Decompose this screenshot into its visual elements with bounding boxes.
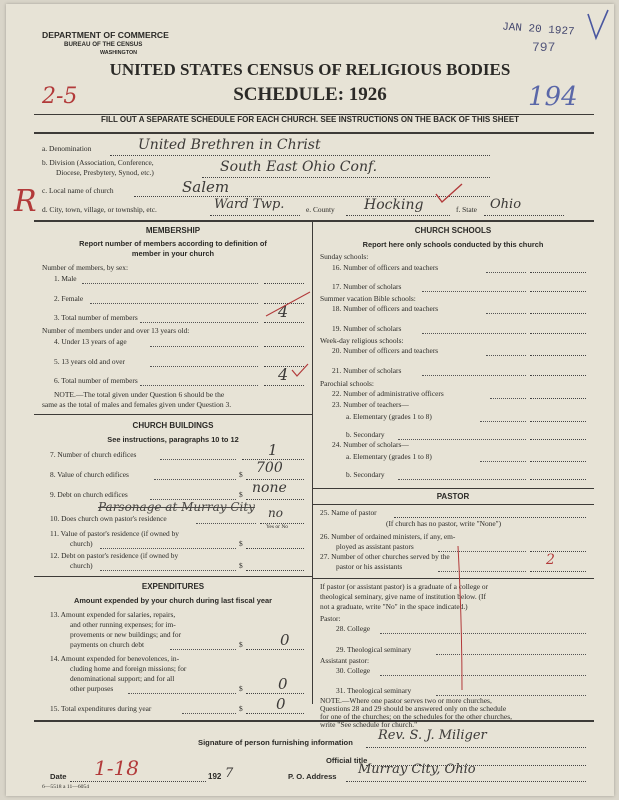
- form-number: 6—5518 a 11—6054: [42, 784, 90, 790]
- denomination-label: a. Denomination: [42, 144, 92, 153]
- red-check-icon: [434, 182, 464, 204]
- q27-label-2: pastor or his assistants: [336, 562, 403, 571]
- q30-label: 30. College: [336, 666, 371, 675]
- q24a-label: a. Elementary (grades 1 to 8): [346, 452, 432, 461]
- q10-label: 10. Does church own pastor's residence: [50, 514, 167, 523]
- q12-dollar: $: [239, 561, 243, 570]
- hand-code-left: 2-5: [42, 84, 78, 109]
- q8-dollar: $: [239, 470, 243, 479]
- q8-value: 700: [256, 460, 283, 476]
- q12-label-2: church): [70, 561, 93, 570]
- age-heading: Number of members under and over 13 years old:: [42, 326, 190, 335]
- schedule-title: SCHEDULE: 1926: [233, 84, 387, 105]
- membership-subtitle-1: Report number of members according to definition of: [79, 239, 267, 248]
- q31-label: 31. Theological seminary: [336, 686, 412, 695]
- q26-label-1: 26. Number of ordained ministers, if any, em-: [320, 532, 456, 541]
- q25-label: 25. Name of pastor: [320, 508, 377, 517]
- division-label-2: Diocese, Presbytery, Synod, etc.): [56, 168, 154, 177]
- q24b-label: b. Secondary: [346, 470, 385, 479]
- q2-female-label: 2. Female: [54, 294, 84, 303]
- q25-hint: (If church has no pastor, write "None"): [386, 519, 502, 528]
- membership-note-1: NOTE.—The total given under Question 6 should be the: [54, 390, 225, 399]
- q17-label: 17. Number of scholars: [332, 282, 402, 291]
- signature-label: Signature of person furnishing information: [198, 738, 353, 747]
- q13-dollar: $: [239, 640, 243, 649]
- q4-under13-label: 4. Under 13 years of age: [54, 337, 127, 346]
- q24-label: 24. Number of scholars—: [332, 440, 409, 449]
- county-label: e. County: [306, 205, 335, 214]
- pastor-note-4: write "See schedule for church.": [320, 720, 418, 729]
- address-label: P. O. Address: [288, 772, 337, 781]
- q12-label-1: 12. Debt on pastor's residence (if owned by: [50, 551, 179, 560]
- membership-title: MEMBERSHIP: [145, 226, 201, 235]
- q20-label: 20. Number of officers and teachers: [332, 346, 439, 355]
- received-stamp-date: JAN 20 1927: [501, 21, 575, 39]
- q7-label: 7. Number of church edifices: [50, 450, 137, 459]
- signature-value: Rev. S. J. Miliger: [378, 728, 487, 743]
- q3-total-value: 4: [278, 302, 289, 321]
- summer-heading: Summer vacation Bible schools:: [320, 294, 416, 303]
- q14-label-1: 14. Amount expended for benevolences, in-: [50, 654, 180, 663]
- q9-struck-note: Parsonage at Murray City: [98, 500, 255, 514]
- census-schedule-page: [6, 4, 614, 796]
- q23-label: 23. Number of teachers—: [332, 400, 409, 409]
- q26-label-2: ployed as assistant pastors: [336, 542, 414, 551]
- q27-value: 2: [546, 552, 555, 568]
- city-town-value: Ward Twp.: [214, 197, 285, 212]
- pastor-note-2: Questions 28 and 29 should be answered only on the schedule: [320, 704, 507, 713]
- date-value: 1-18: [94, 756, 139, 780]
- form-title: UNITED STATES CENSUS OF RELIGIOUS BODIES: [109, 60, 511, 79]
- expenditures-subtitle: Amount expended by your church during last fiscal year: [74, 596, 272, 605]
- q3-total-label: 3. Total number of members: [54, 313, 138, 322]
- local-name-value: Salem: [182, 178, 230, 196]
- date-label: Date: [50, 772, 67, 781]
- q18-label: 18. Number of officers and teachers: [332, 304, 439, 313]
- q9-value: none: [252, 480, 287, 496]
- q19-label: 19. Number of scholars: [332, 324, 402, 333]
- buildings-title: CHURCH BUILDINGS: [132, 421, 214, 430]
- q10-value: no: [268, 506, 283, 520]
- q23a-label: a. Elementary (grades 1 to 8): [346, 412, 432, 421]
- bureau-label: BUREAU OF THE CENSUS: [64, 41, 143, 48]
- hand-code-right: 194: [528, 82, 578, 112]
- instruction-line: FILL OUT A SEPARATE SCHEDULE FOR EACH CHURCH. SEE INSTRUCTIONS ON THE BACK OF THIS SHEET: [100, 115, 520, 124]
- membership-note-2: same as the total of males and females given under Question 3.: [42, 400, 232, 409]
- sunday-heading: Sunday schools:: [320, 252, 369, 261]
- county-value: Hocking: [364, 197, 424, 213]
- graduate-note-3: not a graduate, write "No" in the space indicated.): [320, 602, 468, 611]
- q15-dollar: $: [239, 704, 243, 713]
- hand-r-mark: R: [14, 184, 37, 219]
- q14-value: 0: [278, 675, 288, 693]
- q28-label: 28. College: [336, 624, 371, 633]
- q9-label: 9. Debt on church edifices: [50, 490, 128, 499]
- q23b-label: b. Secondary: [346, 430, 385, 439]
- red-stroke-icon: [264, 290, 312, 318]
- division-value: South East Ohio Conf.: [220, 159, 378, 175]
- weekday-heading: Week-day religious schools:: [320, 336, 404, 345]
- q14-label-3: denominational support; and for all: [70, 674, 175, 683]
- address-value: Murray City, Ohio: [358, 762, 476, 777]
- q9-dollar: $: [239, 490, 243, 499]
- q29-label: 29. Theological seminary: [336, 645, 412, 654]
- local-name-label: c. Local name of church: [42, 186, 114, 195]
- q6-total-label: 6. Total number of members: [54, 376, 138, 385]
- q16-label: 16. Number of officers and teachers: [332, 263, 439, 272]
- membership-subtitle-2: member in your church: [131, 249, 215, 258]
- buildings-subtitle: See instructions, paragraphs 10 to 12: [107, 435, 239, 444]
- year-hand: 7: [225, 766, 234, 781]
- pastor-note-3: for one of the churches; on the schedules for the other churches,: [320, 712, 513, 721]
- q10-yes-no-hint: Yes or No: [266, 524, 289, 530]
- received-stamp-number: 797: [532, 40, 556, 55]
- q14-label-4: other purposes: [70, 684, 114, 693]
- expenditures-title: EXPENDITURES: [141, 582, 205, 591]
- city-town-label: d. City, town, village, or township, etc.: [42, 205, 157, 214]
- q6-total-value: 4: [278, 365, 289, 384]
- q22-label: 22. Number of administrative officers: [332, 389, 444, 398]
- official-title-label: Official title: [326, 756, 368, 765]
- q7-value: 1: [268, 441, 278, 459]
- schools-title: CHURCH SCHOOLS: [414, 226, 492, 235]
- q13-label-1: 13. Amount expended for salaries, repairs,: [50, 610, 176, 619]
- state-value: Ohio: [490, 197, 522, 212]
- q13-label-3: provements or new buildings; and for: [70, 630, 182, 639]
- q27-label-1: 27. Number of other churches served by the: [320, 552, 450, 561]
- graduate-note-1: If pastor (or assistant pastor) is a graduate of a college or: [320, 582, 489, 591]
- q11-dollar: $: [239, 539, 243, 548]
- q5-over13-label: 5. 13 years old and over: [54, 357, 126, 366]
- q11-label-1: 11. Value of pastor's residence (if owned by: [50, 529, 179, 538]
- q21-label: 21. Number of scholars: [332, 366, 402, 375]
- q13-value: 0: [280, 631, 290, 649]
- q11-label-2: church): [70, 539, 93, 548]
- assistant-subheading: Assistant pastor:: [320, 656, 370, 665]
- denomination-value: United Brethren in Christ: [138, 137, 321, 153]
- city-label: WASHINGTON: [100, 50, 138, 56]
- q15-label: 15. Total expenditures during year: [50, 704, 152, 713]
- q13-label-2: and other running expenses; for im-: [70, 620, 176, 629]
- graduate-note-2: theological seminary, give name of institution below. (If: [320, 592, 486, 601]
- state-label: f. State: [456, 205, 477, 214]
- red-margin-line-icon: [438, 544, 478, 694]
- parochial-heading: Parochial schools:: [320, 379, 374, 388]
- q14-dollar: $: [239, 684, 243, 693]
- members-by-sex-heading: Number of members, by sex:: [42, 263, 128, 272]
- division-label-1: b. Division (Association, Conference,: [42, 158, 154, 167]
- pastor-title: PASTOR: [436, 492, 470, 501]
- red-check-icon-2: [290, 362, 310, 378]
- q14-label-2: cluding home and foreign missions; for: [70, 664, 187, 673]
- department-label: DEPARTMENT OF COMMERCE: [42, 30, 169, 40]
- year-label: 192: [208, 772, 222, 781]
- q15-value: 0: [276, 695, 286, 713]
- pastor-note-1: NOTE.—Where one pastor serves two or more churches,: [320, 696, 492, 705]
- schools-subtitle: Report here only schools conducted by this church: [362, 240, 544, 249]
- q8-label: 8. Value of church edifices: [50, 470, 129, 479]
- q1-male-label: 1. Male: [54, 274, 77, 283]
- pastor-subheading: Pastor:: [320, 614, 341, 623]
- q13-label-4: payments on church debt: [70, 640, 145, 649]
- check-mark-icon: [586, 8, 610, 44]
